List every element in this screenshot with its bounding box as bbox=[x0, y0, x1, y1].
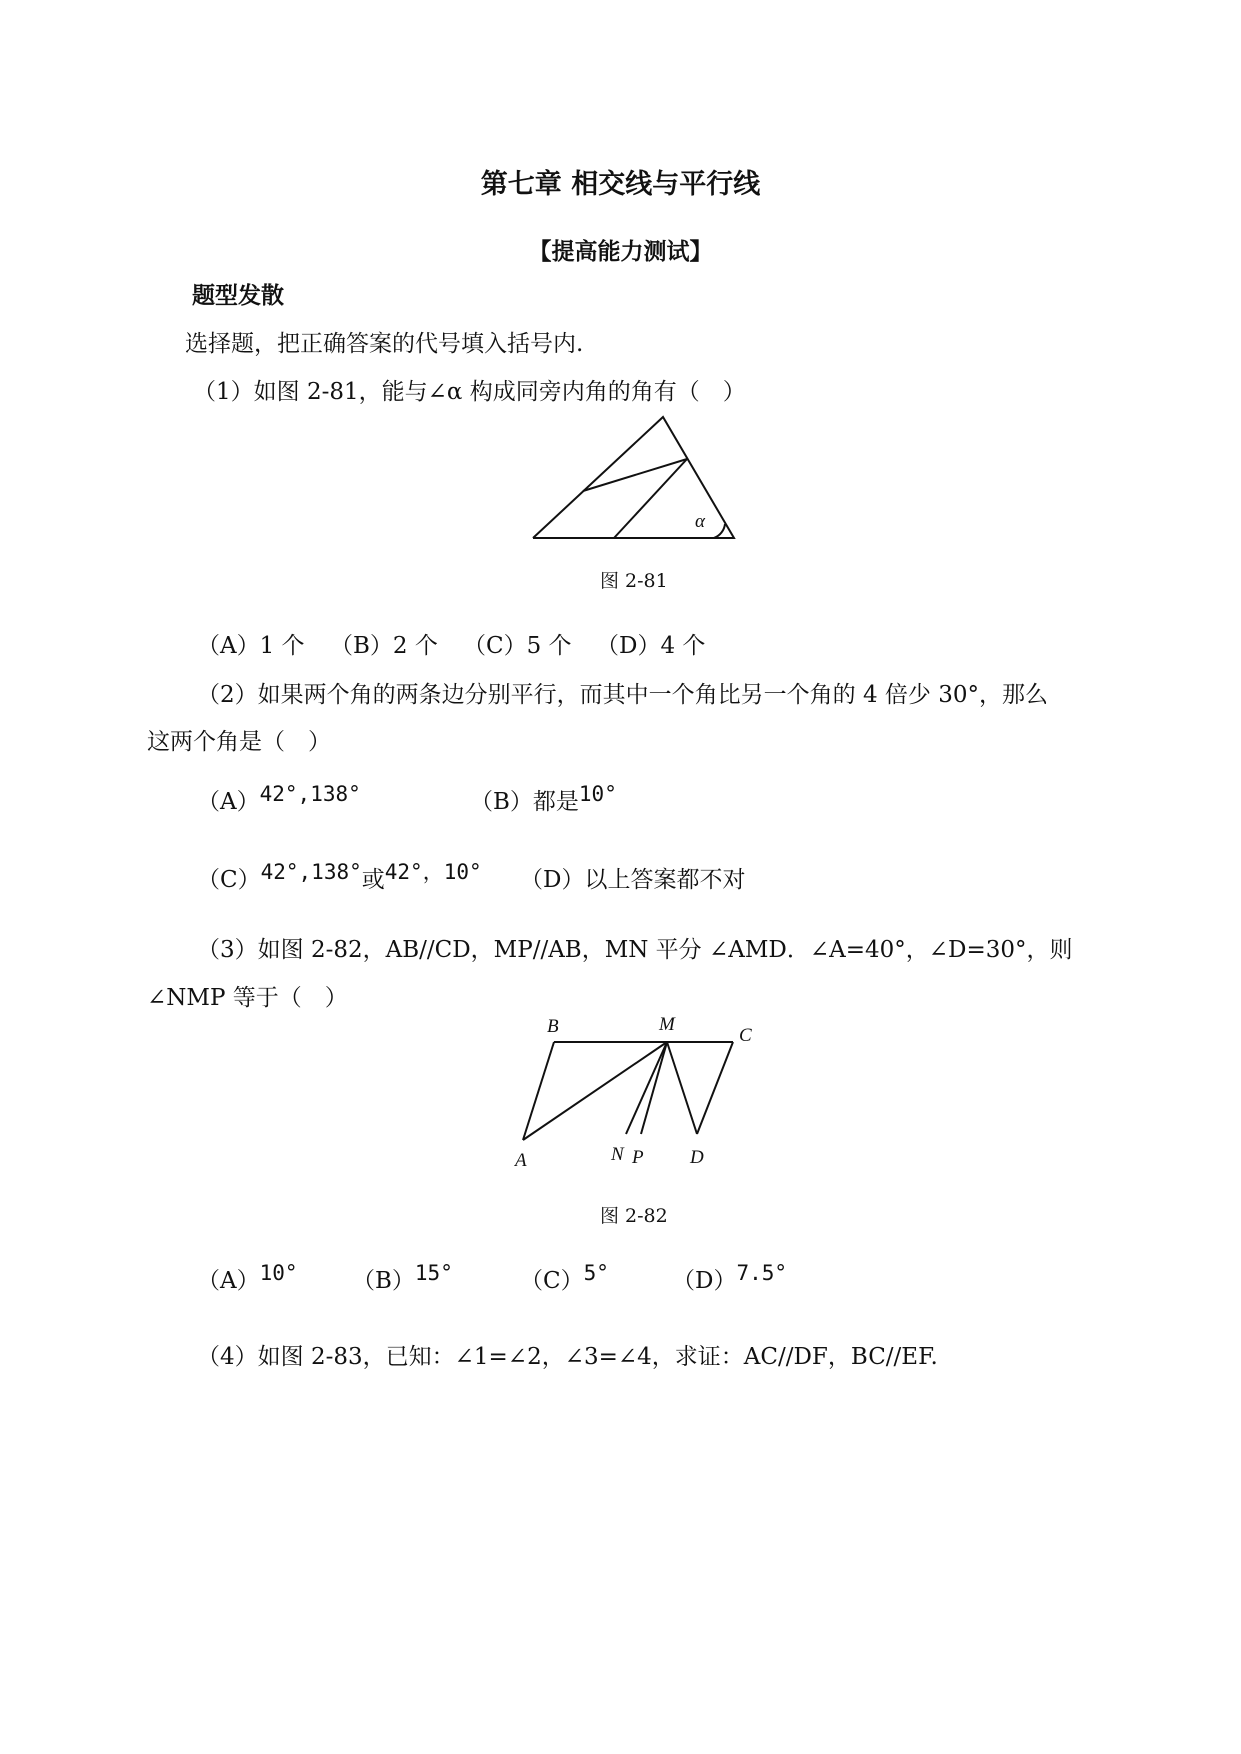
q3-option-d-prefix: （D） bbox=[672, 1268, 737, 1294]
q3-option-b-value: 15° bbox=[414, 1261, 453, 1285]
figure-2-81-alpha-label: α bbox=[695, 511, 705, 532]
q1-option-c: （C）5 个 bbox=[463, 633, 572, 659]
q1-option-b: （B）2 个 bbox=[330, 633, 438, 659]
q3-option-c bbox=[520, 1262, 609, 1295]
page-subtitle: 【提高能力测试】 bbox=[528, 239, 713, 265]
question-3-line-1: （3）如图 2-82，AB//CD，MP//AB，MN 平分 ∠AMD．∠A=40°，∠D=30°，则 bbox=[197, 937, 1073, 963]
figure-2-81-caption: 图 2-81 bbox=[600, 570, 668, 592]
instruction-text: 选择题，把正确答案的代号填入括号内. bbox=[185, 331, 584, 357]
q3-option-b-prefix: （B） bbox=[352, 1268, 415, 1294]
q2-option-c-value-2: 42°，10° bbox=[384, 860, 482, 884]
q3-option-a-prefix: （A） bbox=[197, 1268, 260, 1294]
q1-option-a: （A）1 个 bbox=[197, 633, 305, 659]
figure-2-82-label-p: P bbox=[632, 1147, 644, 1168]
q2-option-c bbox=[197, 861, 482, 894]
q3-option-c-value: 5° bbox=[583, 1261, 609, 1285]
q3-option-b bbox=[352, 1262, 453, 1295]
q2-option-b-prefix: （B）都是 bbox=[470, 789, 579, 815]
section-heading: 题型发散 bbox=[192, 283, 284, 309]
question-2-line-1: （2）如果两个角的两条边分别平行，而其中一个角比另一个角的 4 倍少 30°，那么 bbox=[197, 682, 1048, 708]
figure-2-82-label-d: D bbox=[690, 1147, 704, 1168]
figure-2-82-label-n: N bbox=[611, 1144, 624, 1165]
q2-option-a-value: 42°,138° bbox=[259, 782, 361, 806]
q2-option-b bbox=[470, 783, 617, 816]
q3-option-d bbox=[672, 1262, 787, 1295]
q2-option-a bbox=[197, 783, 361, 816]
figure-2-82-label-a: A bbox=[515, 1150, 527, 1171]
q3-option-d-value: 7.5° bbox=[736, 1261, 788, 1285]
q2-option-c-or: 或 bbox=[361, 867, 385, 893]
figure-2-82-label-m: M bbox=[659, 1014, 675, 1035]
q2-option-c-value-1: 42°,138° bbox=[260, 860, 362, 884]
figure-2-82-label-b: B bbox=[547, 1016, 559, 1037]
q2-option-b-value: 10° bbox=[578, 782, 617, 806]
figure-2-81 bbox=[530, 412, 740, 542]
q2-option-d: （D）以上答案都不对 bbox=[520, 867, 746, 893]
q2-option-c-prefix: （C） bbox=[197, 867, 261, 893]
question-3-line-2: ∠NMP 等于（ ） bbox=[147, 985, 348, 1011]
figure-2-82 bbox=[510, 1010, 770, 1175]
q2-option-a-prefix: （A） bbox=[197, 789, 260, 815]
question-2-line-2: 这两个角是（ ） bbox=[147, 729, 331, 755]
q3-option-c-prefix: （C） bbox=[520, 1268, 584, 1294]
question-1-text: （1）如图 2-81，能与∠α 构成同旁内角的角有（ ） bbox=[193, 379, 746, 405]
q1-option-d: （D）4 个 bbox=[596, 633, 706, 659]
figure-2-82-label-c: C bbox=[739, 1025, 752, 1046]
q3-option-a-value: 10° bbox=[259, 1261, 298, 1285]
figure-2-82-caption: 图 2-82 bbox=[600, 1205, 668, 1227]
page-title: 第七章 相交线与平行线 bbox=[480, 169, 761, 200]
question-4-text: （4）如图 2-83，已知：∠1=∠2，∠3=∠4，求证：AC//DF，BC//EF. bbox=[197, 1344, 938, 1370]
q3-option-a bbox=[197, 1262, 298, 1295]
